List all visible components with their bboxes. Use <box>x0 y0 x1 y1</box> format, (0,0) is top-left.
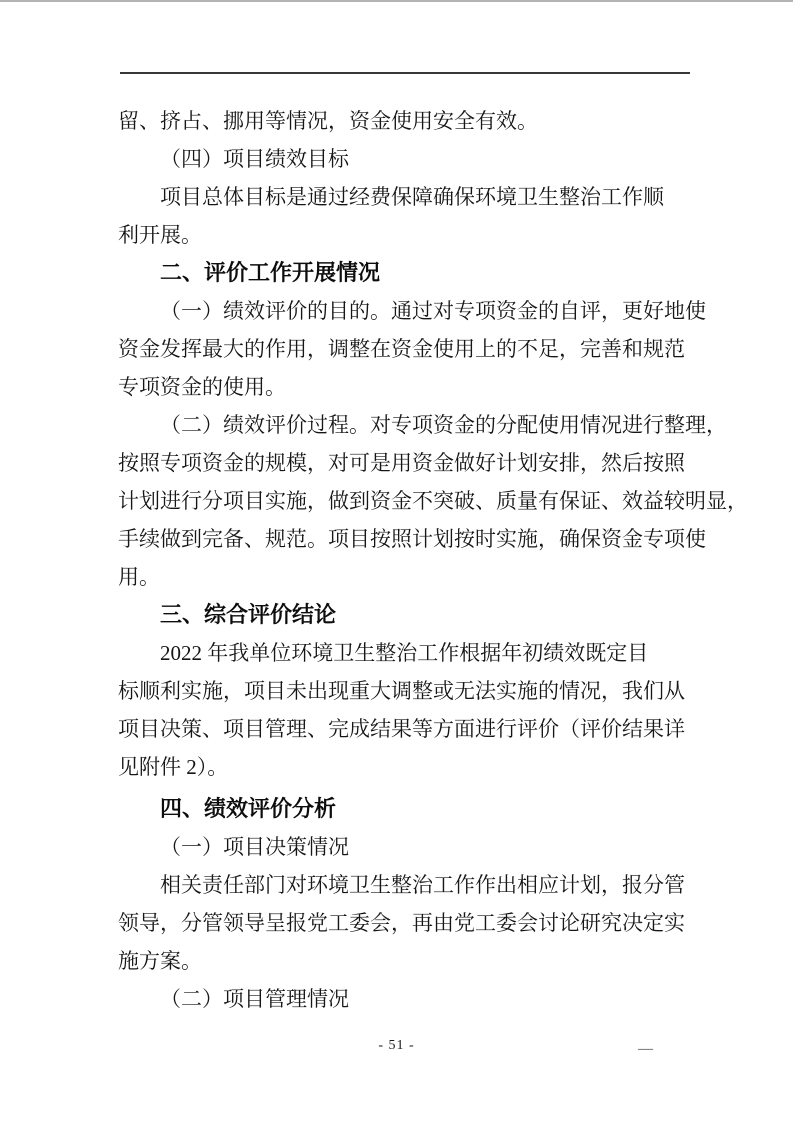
paragraph <box>118 828 690 866</box>
paragraph-line: 专项资金的使用。 <box>118 375 286 399</box>
paragraph-line: （四）项目绩效目标 <box>160 147 349 171</box>
heading-line: 三、综合评价结论 <box>160 602 337 627</box>
paragraph-line: 见附件 2）。 <box>118 755 229 779</box>
paragraph-line: （二）绩效评价过程。对专项资金的分配使用情况进行整理， <box>160 413 727 437</box>
margin-dash-mark: — <box>638 1041 653 1057</box>
paragraph <box>118 292 706 406</box>
paragraph-line: 项目总体目标是通过经费保障确保环境卫生整治工作顺 <box>160 185 664 209</box>
page-top-edge <box>0 0 793 2</box>
paragraph-line: 标顺利实施，项目未出现重大调整或无法实施的情况，我们从 <box>118 679 685 703</box>
paragraph <box>118 178 690 254</box>
paragraph-line: 领导，分管领导呈报党工委会，再由党工委会讨论研究决定实 <box>118 911 685 935</box>
paragraph-line: （二）项目管理情况 <box>160 987 349 1011</box>
paragraph <box>118 406 748 596</box>
header-rule <box>120 72 690 74</box>
paragraph-line: 计划进行分项目实施，做到资金不突破、质量有保证、效益较明显， <box>118 489 748 513</box>
paragraph <box>118 980 690 1018</box>
page-number: - 51 - <box>378 1038 415 1053</box>
paragraph-line: 施方案。 <box>118 949 202 973</box>
paragraph-line: （一）项目决策情况 <box>160 835 349 859</box>
paragraph <box>118 102 690 140</box>
section-heading <box>118 596 690 634</box>
document-body <box>118 102 748 1018</box>
section-heading <box>118 790 690 828</box>
paragraph <box>118 140 690 178</box>
paragraph-line: 利开展。 <box>118 223 202 247</box>
paragraph <box>118 866 690 980</box>
heading-line: 四、绩效评价分析 <box>160 796 337 821</box>
section-heading <box>118 254 690 292</box>
paragraph-line: 项目决策、项目管理、完成结果等方面进行评价（评价结果详 <box>118 717 685 741</box>
paragraph-line: 用。 <box>118 565 160 589</box>
paragraph <box>118 634 690 786</box>
paragraph-line: 手续做到完备、规范。项目按照计划按时实施，确保资金专项使 <box>118 527 706 551</box>
paragraph-line: 留、挤占、挪用等情况，资金使用安全有效。 <box>118 109 538 133</box>
heading-line: 二、评价工作开展情况 <box>160 260 381 285</box>
paragraph-line: 按照专项资金的规模，对可是用资金做好计划安排，然后按照 <box>118 451 685 475</box>
paragraph-line: 相关责任部门对环境卫生整治工作作出相应计划，报分管 <box>160 873 685 897</box>
paragraph-line: 2022 年我单位环境卫生整治工作根据年初绩效既定目 <box>160 641 649 665</box>
paragraph-line: （一）绩效评价的目的。通过对专项资金的自评，更好地使 <box>160 299 706 323</box>
paragraph-line: 资金发挥最大的作用，调整在资金使用上的不足，完善和规范 <box>118 337 685 361</box>
